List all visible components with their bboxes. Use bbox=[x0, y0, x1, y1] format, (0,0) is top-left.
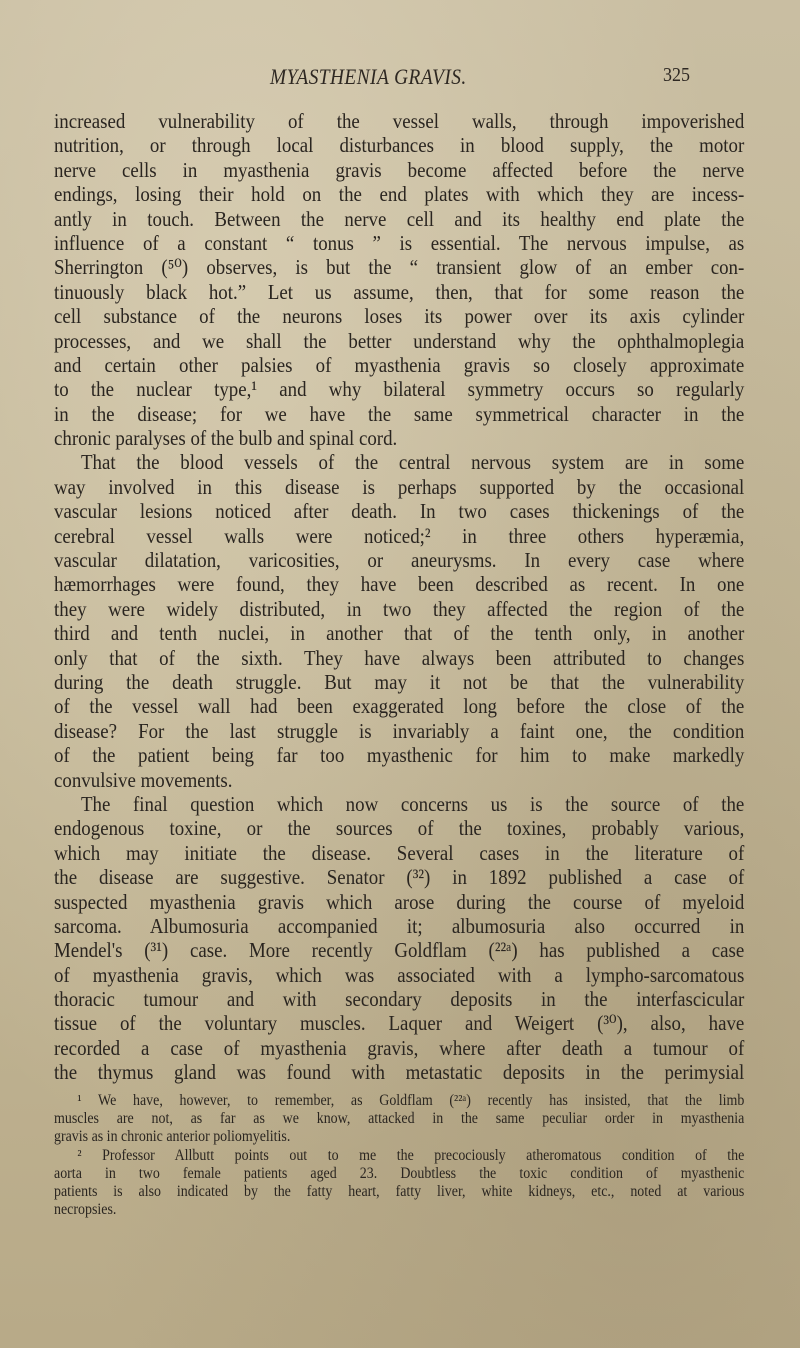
text-line: disease? For the last struggle is invariably a faint one, the condition bbox=[54, 718, 745, 743]
paragraph-end-line: convulsive movements. bbox=[54, 767, 233, 792]
text-line: way involved in this disease is perhaps supported by the occasional bbox=[54, 474, 745, 499]
text-line: thoracic tumour and with secondary deposits in the interfascicular bbox=[54, 987, 745, 1012]
running-title: MYASTHENIA GRAVIS. bbox=[270, 64, 467, 89]
paragraph-start-line: That the blood vessels of the central nervous system are in some bbox=[81, 450, 745, 475]
text-line: suspected myasthenia gravis which arose during the course of myeloid bbox=[54, 889, 745, 914]
text-line: the thymus gland was found with metastatic deposits in the perimysial bbox=[54, 1060, 745, 1085]
text-line: third and tenth nuclei, in another that of the tenth only, in another bbox=[54, 621, 745, 646]
body-text bbox=[54, 109, 744, 1085]
text-line: vascular dilatation, varicosities, or aneurysms. In every case where bbox=[54, 548, 745, 573]
text-line: of the patient being far too myasthenic for him to make markedly bbox=[54, 743, 745, 768]
footnote-2-line: patients is also indicated by the fatty heart, fatty liver, white kidneys, etc., noted at various bbox=[54, 1182, 745, 1200]
page-header bbox=[0, 64, 800, 92]
text-line: of myasthenia gravis, which was associated with a lympho-sarcomatous bbox=[54, 962, 745, 987]
text-line: Sherrington (⁵⁰) observes, is but the “ transient glow of an ember con- bbox=[54, 255, 745, 280]
text-line: endogenous toxine, or the sources of the toxines, probably various, bbox=[54, 816, 745, 841]
text-line: in the disease; for we have the same symmetrical character in the bbox=[54, 401, 745, 426]
text-line: nutrition, or through local disturbances in blood supply, the motor bbox=[54, 133, 745, 158]
text-line: cell substance of the neurons loses its power over its axis cylinder bbox=[54, 304, 745, 329]
footnote-2-line: aorta in two female patients aged 23. Doubtless the toxic condition of myasthenic bbox=[54, 1164, 745, 1182]
text-line: and certain other palsies of myasthenia gravis so closely approximate bbox=[54, 352, 745, 377]
text-line: endings, losing their hold on the end plates with which they are incess- bbox=[54, 182, 745, 207]
text-line: during the death struggle. But may it not be that the vulnerability bbox=[54, 669, 745, 694]
text-line: nerve cells in myasthenia gravis become affected before the nerve bbox=[54, 157, 745, 182]
text-line: vascular lesions noticed after death. In two cases thickenings of the bbox=[54, 499, 745, 524]
text-line: they were widely distributed, in two they affected the region of the bbox=[54, 596, 745, 621]
text-line: the disease are suggestive. Senator (³²) in 1892 published a case of bbox=[54, 865, 745, 890]
footnote-1-line: muscles are not, as far as we know, attacked in the same peculiar order in myasthenia bbox=[54, 1110, 745, 1128]
text-line: sarcoma. Albumosuria accompanied it; albumosuria also occurred in bbox=[54, 913, 745, 938]
text-line: Mendel's (³¹) case. More recently Goldflam (²²ᵃ) has published a case bbox=[54, 938, 745, 963]
text-line: tissue of the voluntary muscles. Laquer and Weigert (³⁰), also, have bbox=[54, 1011, 745, 1036]
footnotes bbox=[54, 1092, 744, 1219]
text-line: antly in touch. Between the nerve cell and its healthy end plate the bbox=[54, 206, 745, 231]
text-line: processes, and we shall the better understand why the ophthalmoplegia bbox=[54, 328, 745, 353]
paragraph-end-line: chronic paralyses of the bulb and spinal cord. bbox=[54, 426, 398, 451]
text-line: influence of a constant “ tonus ” is essential. The nervous impulse, as bbox=[54, 230, 745, 255]
text-line: to the nuclear type,¹ and why bilateral symmetry occurs so regularly bbox=[54, 377, 745, 402]
text-line: cerebral vessel walls were noticed;² in three others hyperæmia, bbox=[54, 523, 745, 548]
text-line: tinuously black hot.” Let us assume, then, that for some reason the bbox=[54, 279, 745, 304]
text-line: which may initiate the disease. Several cases in the literature of bbox=[54, 840, 745, 865]
page-number: 325 bbox=[663, 64, 690, 86]
text-line: recorded a case of myasthenia gravis, where after death a tumour of bbox=[54, 1035, 745, 1060]
text-line: only that of the sixth. They have always been attributed to changes bbox=[54, 645, 745, 670]
paragraph-start-line: The final question which now concerns us is the source of the bbox=[81, 791, 745, 816]
footnote-2-line: necropsies. bbox=[54, 1201, 117, 1219]
footnote-1-line: gravis as in chronic anterior poliomyelitis. bbox=[54, 1128, 291, 1146]
text-line: hæmorrhages were found, they have been described as recent. In one bbox=[54, 572, 745, 597]
text-line: increased vulnerability of the vessel walls, through impoverished bbox=[54, 109, 745, 133]
footnote-2-line: ² Professor Allbutt points out to me the precociously atheromatous condition of the bbox=[77, 1146, 745, 1164]
footnote-1-line: ¹ We have, however, to remember, as Goldflam (²²ᵃ) recently has insisted, that the limb bbox=[77, 1092, 745, 1109]
text-line: of the vessel wall had been exaggerated long before the close of the bbox=[54, 694, 745, 719]
